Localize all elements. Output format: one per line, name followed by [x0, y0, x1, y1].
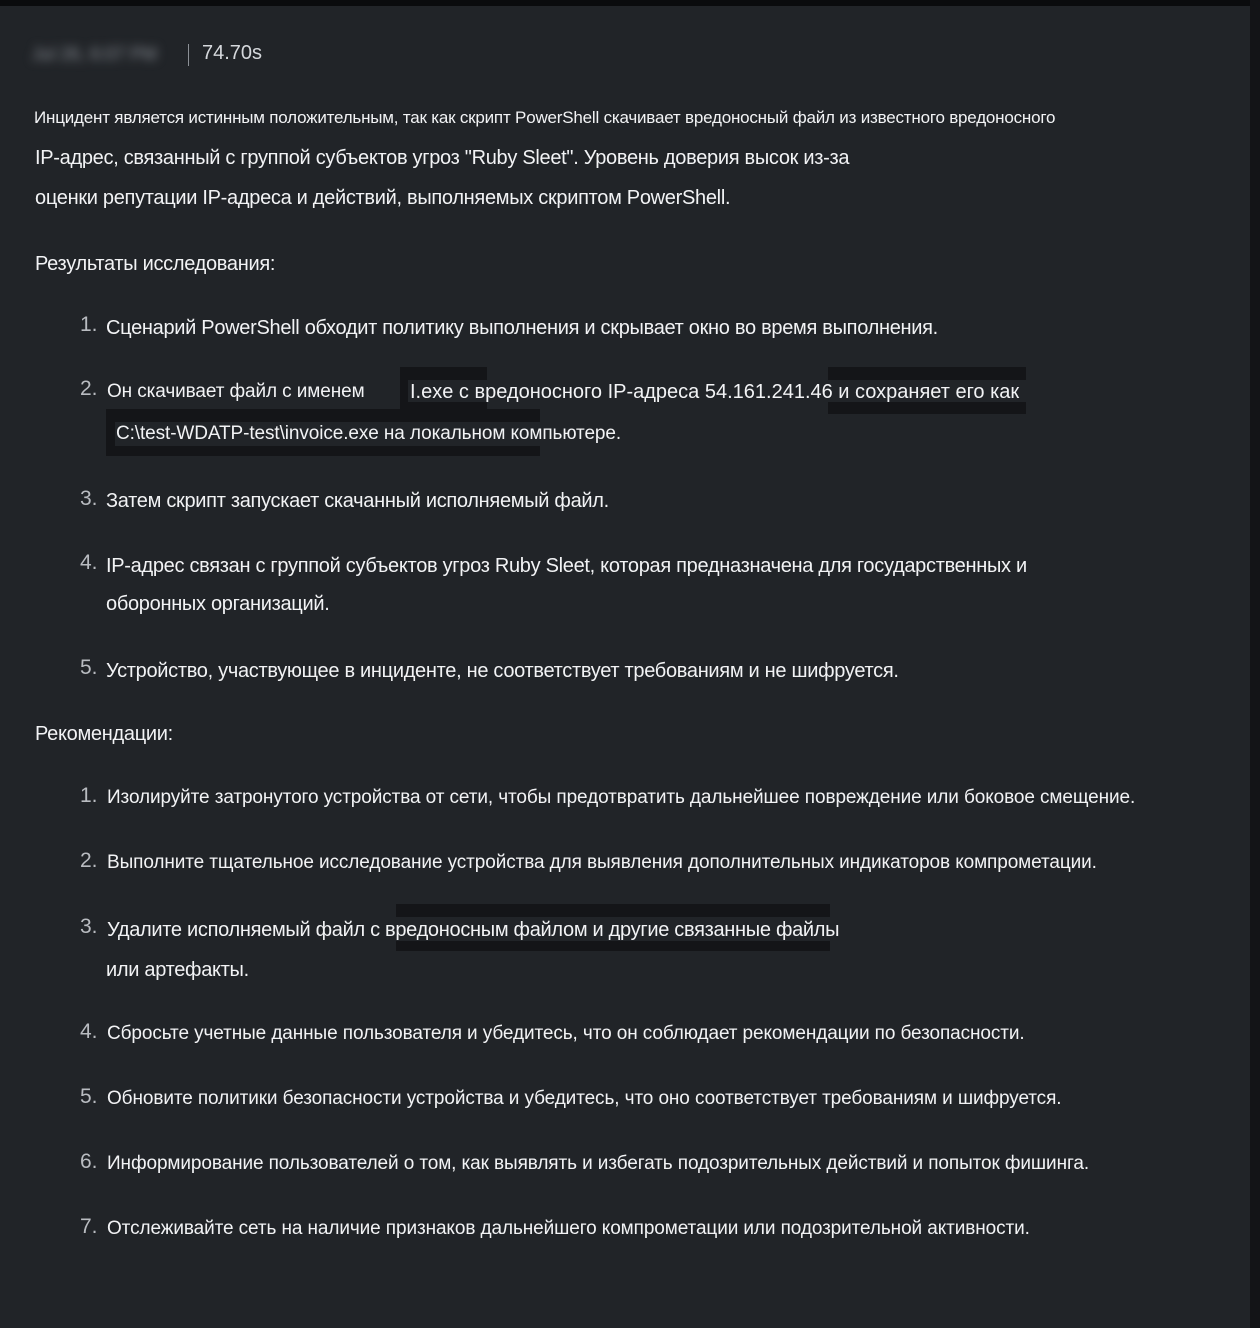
findings-number-5: 5. — [80, 656, 98, 679]
findings-number-3: 3. — [80, 487, 98, 510]
rec-item-5: Обновите политики безопасности устройства и убедитесь, что оно соответствует требованиям и шифруется. — [107, 1088, 1062, 1109]
summary-line-1: Инцидент является истинным положительным, так как скрипт PowerShell скачивает вредоносный файл из известного вредоносного — [34, 108, 1056, 127]
rec-item-4: Сбросьте учетные данные пользователя и убедитесь, что он соблюдает рекомендации по безопасности. — [107, 1023, 1025, 1044]
findings-item-2-part-3: C:\test-WDATP-test\invoice.exe на локальном компьютере. — [116, 423, 622, 444]
meta-separator — [188, 44, 189, 66]
findings-item-2-part-1: Он скачивает файл с именем — [107, 381, 365, 402]
findings-item-2-part-2: I.exe с вредоносного IP-адреса 54.161.241.46 и сохраняет его как — [410, 381, 1020, 403]
scrollbar-track[interactable] — [1250, 0, 1260, 1328]
findings-number-2: 2. — [80, 377, 98, 400]
findings-heading: Результаты исследования: — [35, 253, 276, 275]
rec-number-5: 5. — [80, 1085, 98, 1108]
timestamp-blurred: Jul 26, 6:07 PM — [32, 44, 158, 64]
summary-line-3: оценки репутации IP-адреса и действий, выполняемых скриптом PowerShell. — [35, 187, 731, 209]
rec-item-6: Информирование пользователей о том, как выявлять и избегать подозрительных действий и попыток фишинга. — [107, 1153, 1090, 1174]
response-duration: 74.70s — [202, 42, 263, 64]
rec-number-1: 1. — [80, 784, 98, 807]
findings-number-1: 1. — [80, 313, 98, 336]
rec-item-1: Изолируйте затронутого устройства от сети, чтобы предотвратить дальнейшее повреждение или боковое смещение. — [107, 787, 1136, 808]
rec-item-3-line-2: или артефакты. — [106, 959, 249, 981]
recommendations-heading: Рекомендации: — [35, 723, 173, 745]
findings-item-5: Устройство, участвующее в инциденте, не соответствует требованиям и не шифруется. — [106, 660, 899, 682]
rec-number-6: 6. — [80, 1150, 98, 1173]
findings-item-4-line-2: оборонных организаций. — [106, 593, 330, 615]
findings-item-4-line-1: IP-адрес связан с группой субъектов угроз Ruby Sleet, которая предназначена для государственных и — [106, 555, 1027, 577]
findings-number-4: 4. — [80, 551, 98, 574]
rec-number-7: 7. — [80, 1215, 98, 1238]
rec-number-3: 3. — [80, 915, 98, 938]
rec-item-7: Отслеживайте сеть на наличие признаков дальнейшего компрометации или подозрительной активности. — [107, 1218, 1030, 1239]
rec-item-2: Выполните тщательное исследование устройства для выявления дополнительных индикаторов компрометации. — [107, 852, 1097, 873]
findings-item-3: Затем скрипт запускает скачанный исполняемый файл. — [106, 490, 609, 512]
findings-item-1: Сценарий PowerShell обходит политику выполнения и скрывает окно во время выполнения. — [106, 317, 938, 339]
summary-line-2: IP-адрес, связанный с группой субъектов угроз "Ruby Sleet". Уровень доверия высок из-за — [35, 147, 850, 169]
rec-item-3-line-1: Удалите исполняемый файл с вредоносным файлом и другие связанные файлы — [107, 919, 840, 941]
rec-number-4: 4. — [80, 1020, 98, 1043]
rec-number-2: 2. — [80, 849, 98, 872]
